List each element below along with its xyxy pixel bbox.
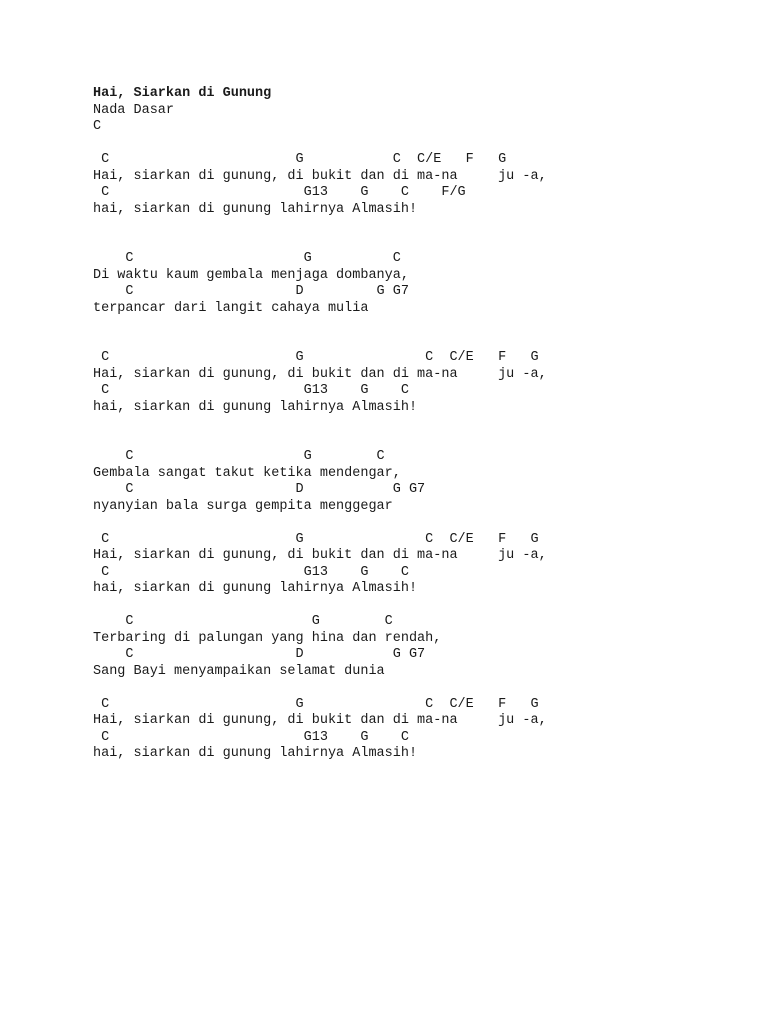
blank-line — [93, 680, 753, 697]
blank-line — [93, 334, 753, 351]
blank-line — [93, 218, 753, 235]
chord-line: C D G G7 — [93, 284, 409, 299]
blank-line — [93, 136, 753, 153]
chord-line: C D G G7 — [93, 647, 426, 662]
chord-line: C G13 G C — [93, 564, 409, 580]
blank-line — [93, 235, 753, 252]
lyric-line: Sang Bayi menyampaikan selamat dunia — [93, 663, 385, 679]
lyric-line: Terbaring di palungan yang hina dan rendah, — [93, 630, 442, 646]
key-value: C — [93, 119, 102, 134]
chord-line: C D G G7 — [93, 482, 426, 497]
lyric-line: Hai, siarkan di gunung, di bukit dan di ma-na ju -a, — [93, 713, 547, 728]
blank-line — [93, 515, 753, 532]
lyric-line: Hai, siarkan di gunung, di bukit dan di ma-na ju -a, — [93, 548, 547, 563]
blank-line — [93, 416, 753, 433]
lyric-line: nyanyian bala surga gempita menggegar — [93, 498, 393, 514]
key-label: Nada Dasar — [93, 102, 175, 118]
chord-line: C G C — [93, 614, 393, 629]
blank-line — [93, 433, 753, 450]
chord-line: C G C C/E F G — [93, 152, 507, 167]
chord-line: C G13 G C — [93, 383, 409, 398]
lyric-line: Hai, siarkan di gunung, di bukit dan di ma-na ju -a, — [93, 366, 547, 382]
chord-line: C G13 G C F/G — [93, 185, 466, 200]
chord-line: C G C — [93, 251, 401, 266]
lyric-line: terpancar dari langit cahaya mulia — [93, 300, 369, 316]
lyric-line: hai, siarkan di gunung lahirnya Almasih! — [93, 399, 418, 415]
song-title: Hai, Siarkan di Gunung — [93, 86, 272, 101]
lyric-line: hai, siarkan di gunung lahirnya Almasih! — [93, 581, 418, 596]
lyric-line: Hai, siarkan di gunung, di bukit dan di ma-na ju -a, — [93, 168, 547, 184]
lyric-line: hai, siarkan di gunung lahirnya Almasih! — [93, 201, 418, 217]
lyric-line: Gembala sangat takut ketika mendengar, — [93, 465, 401, 481]
chord-line: C G C — [93, 449, 385, 464]
lyric-line: Di waktu kaum gembala menjaga dombanya, — [93, 267, 409, 283]
chord-line: C G C C/E F G — [93, 531, 539, 547]
chord-line: C G C C/E F G — [93, 696, 539, 712]
sheet-body — [93, 136, 753, 763]
blank-line — [93, 598, 753, 615]
chord-sheet — [93, 86, 753, 763]
chord-line: C G C C/E F G — [93, 350, 539, 365]
chord-line: C G13 G C — [93, 729, 409, 745]
blank-line — [93, 317, 753, 334]
lyric-line: hai, siarkan di gunung lahirnya Almasih! — [93, 746, 418, 761]
